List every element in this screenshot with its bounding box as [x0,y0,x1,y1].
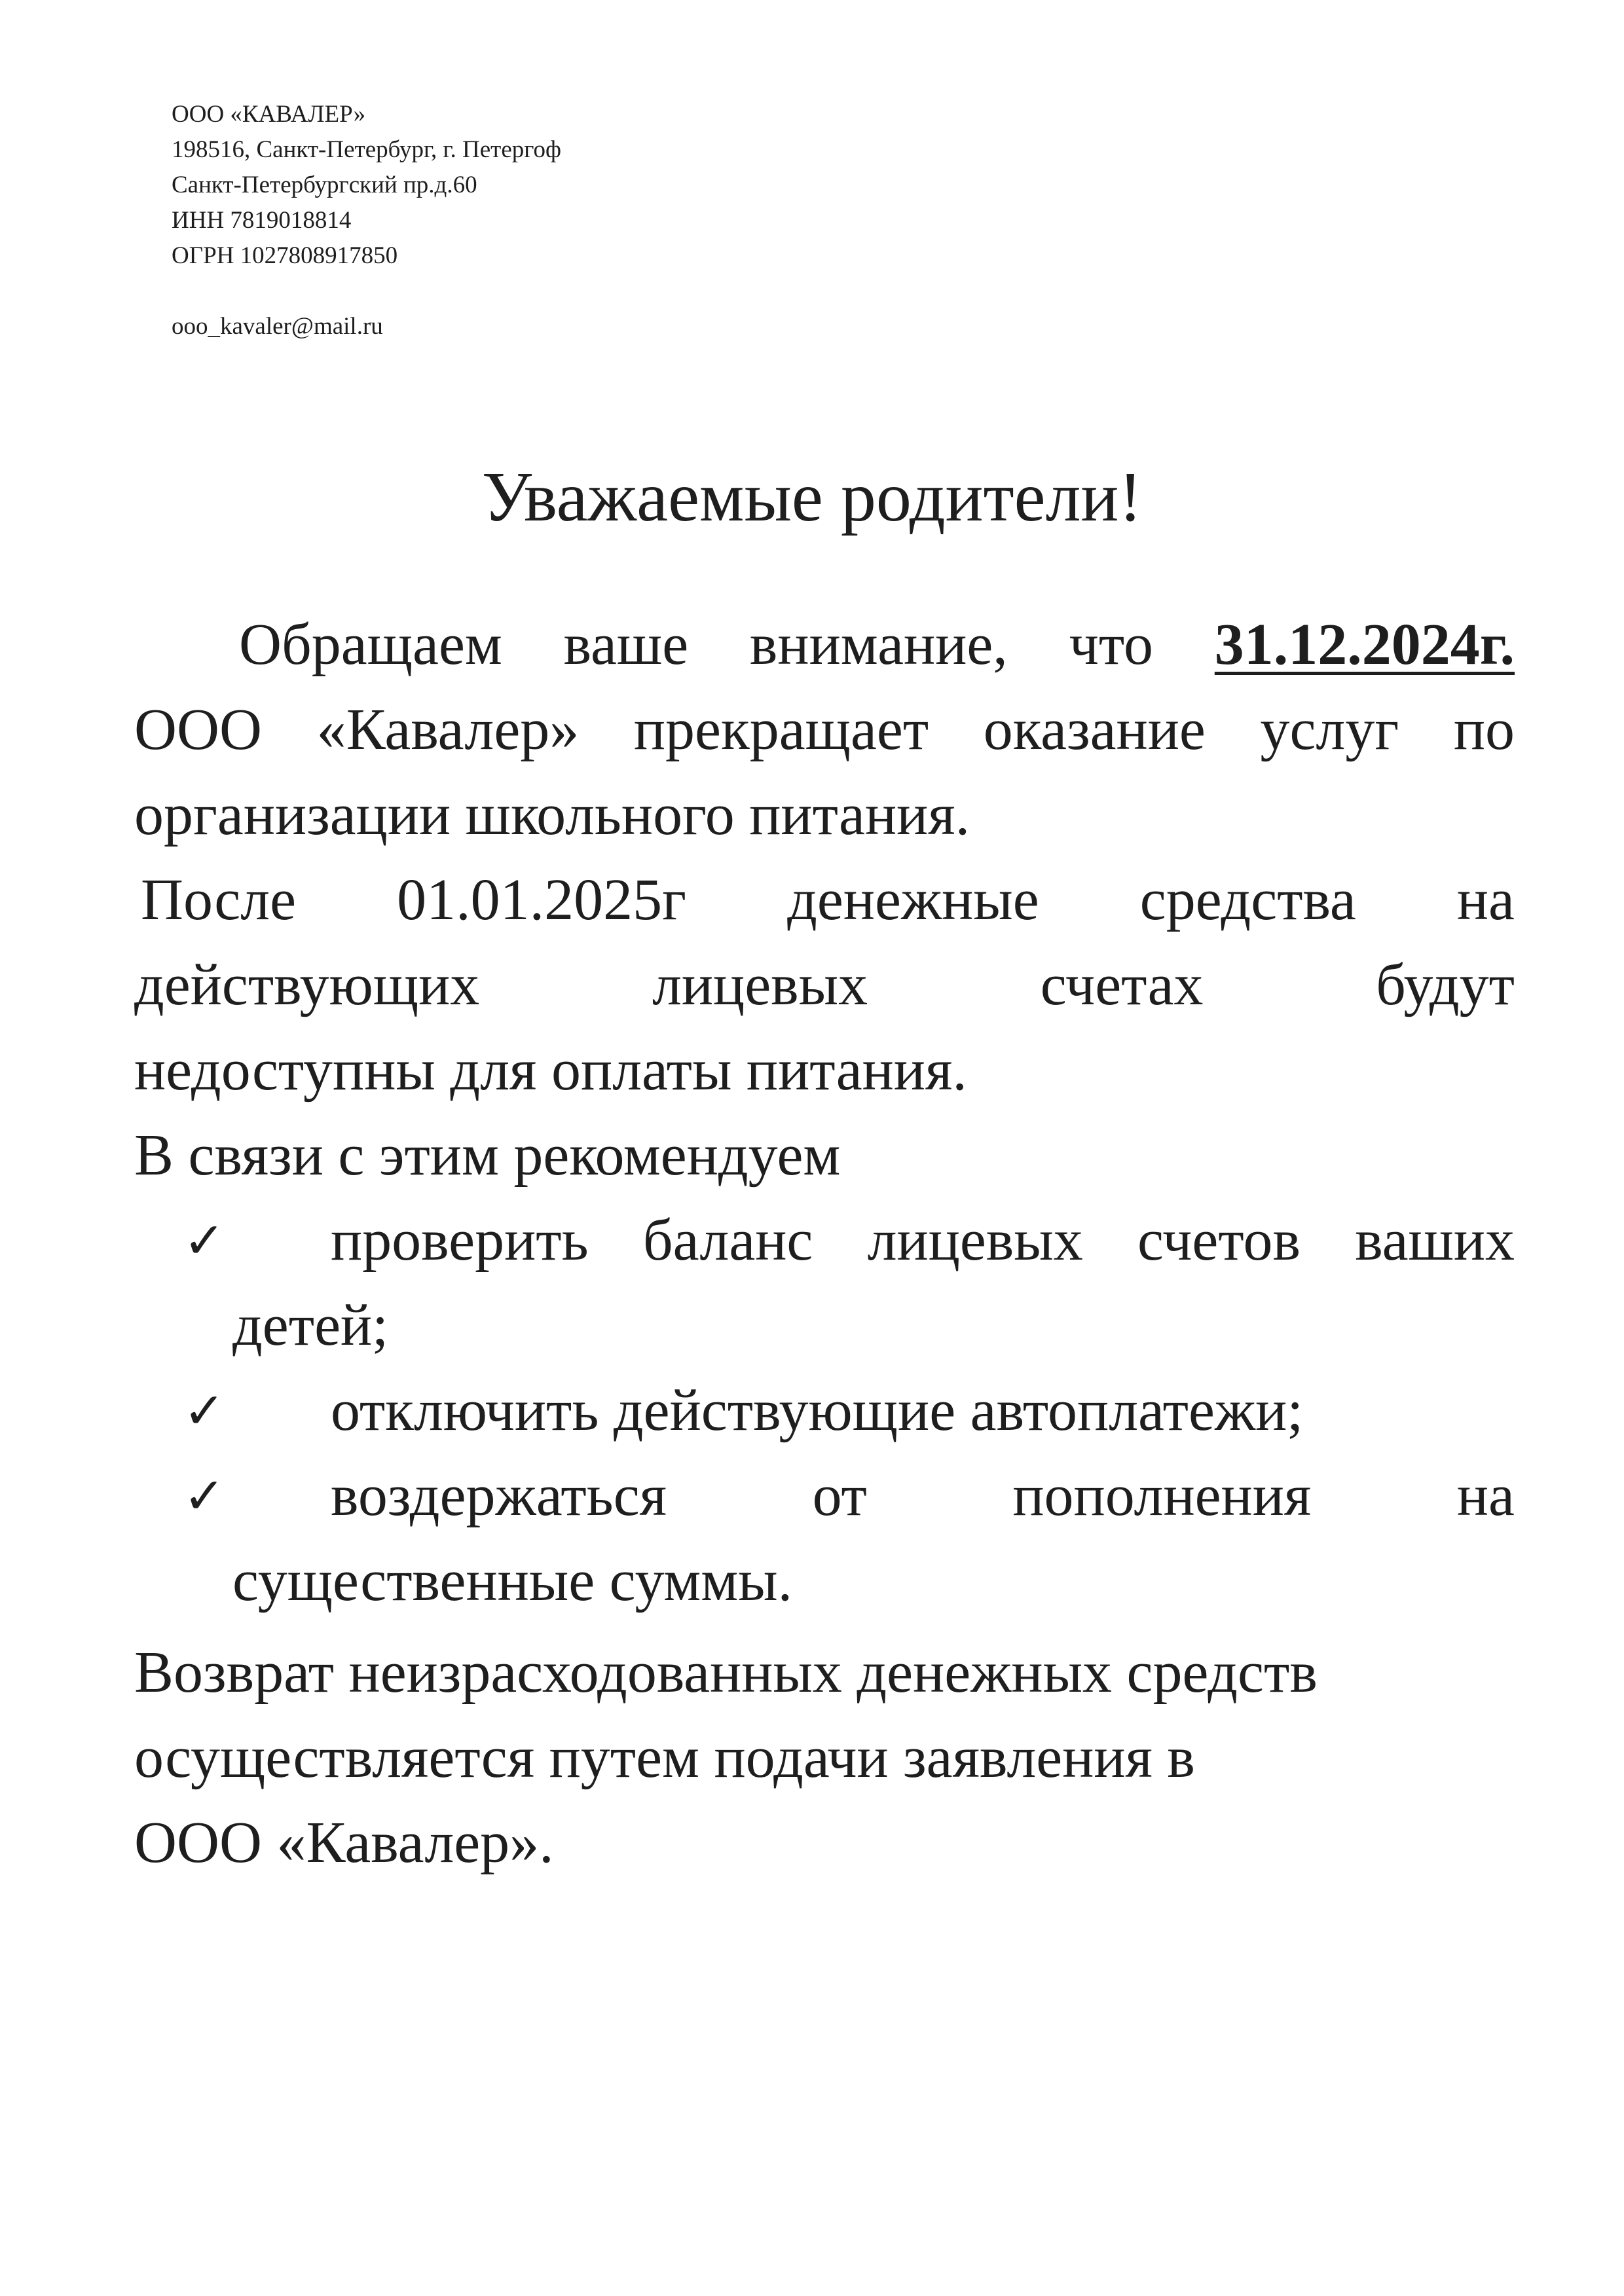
recommendation-continuation: существенные суммы. [232,1548,793,1613]
page-title: Уважаемые родители! [481,458,1143,536]
termination-date: 31.12.2024г. [1214,612,1515,677]
notice-line-1 [134,602,1515,687]
notice-line-6: недоступны для оплаты питания. [134,1038,967,1102]
checkmark-icon: ✓ [183,1467,225,1525]
notice-line-7: В связи с этим рекомендуем [134,1123,841,1188]
address-line-1: 198516, Санкт-Петербург, г. Петергоф [172,136,561,163]
checkmark-icon: ✓ [183,1381,225,1440]
recommendation-item [134,1198,1515,1283]
letterhead [172,97,561,344]
notice-line-5: действующих лицевых счетах будут [134,953,1515,1017]
recommendation-text: отключить действующие автоплатежи; [331,1378,1304,1443]
address-line-2: Санкт-Петербургский пр.д.60 [172,172,477,198]
recommendation-item [134,1453,1515,1539]
checkmark-icon: ✓ [183,1211,225,1269]
closing-line-2: осуществляется путем подачи заявления в [134,1725,1195,1790]
recommendation-text: проверить баланс лицевых счетов ваших [331,1208,1515,1273]
notice-line-2: ООО «Кавалер» прекращает оказание услуг по [134,697,1515,762]
closing-paragraph [134,1630,1318,1886]
email: ooo_kavaler@mail.ru [172,313,383,340]
closing-line-1: Возврат неизрасходованных денежных средств [134,1640,1318,1705]
recommendation-text: воздержаться от пополнения на [331,1463,1515,1528]
notice-line-4: После 01.01.2025г денежные средства на [141,867,1515,932]
ogrn: ОГРН 1027808917850 [172,242,398,269]
closing-line-3: ООО «Кавалер». [134,1810,554,1875]
inn: ИНН 7819018814 [172,207,352,234]
notice-body [134,602,1515,1624]
recommendation-continuation: детей; [232,1293,389,1358]
recommendation-item [134,1368,1515,1453]
notice-prefix: Обращаем ваше внимание, что [239,612,1153,677]
company-name: ООО «КАВАЛЕР» [172,101,366,128]
notice-line-3: организации школьного питания. [134,782,970,847]
